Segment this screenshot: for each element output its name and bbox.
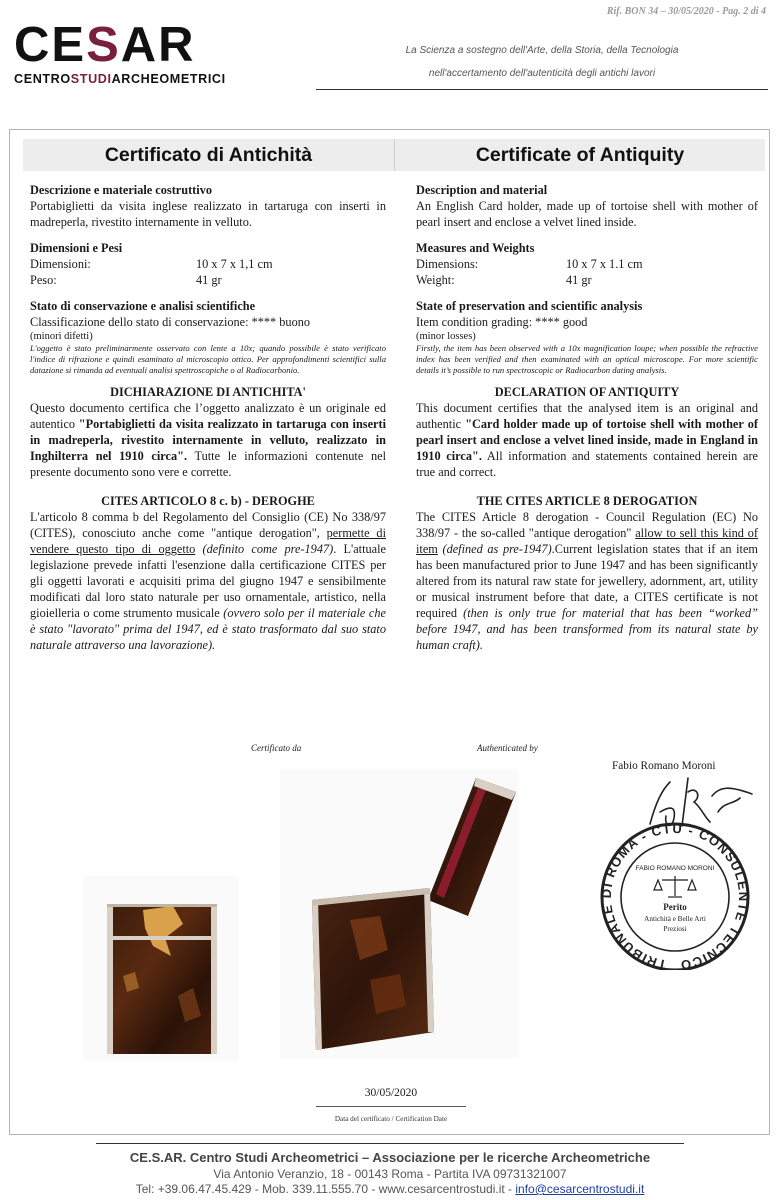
logo-wordmark: CESAR — [14, 18, 196, 72]
english-column — [416, 182, 758, 653]
stamp-field-2: Preziosi — [663, 925, 687, 933]
stamp-name: FABIO ROMANO MORONI — [635, 865, 715, 872]
tagline-line-1: La Scienza a sostegno dell'Arte, della Storia, della Tecnologia — [405, 45, 679, 56]
product-photo-open — [280, 770, 518, 1058]
description-heading: Descrizione e materiale costruttivo — [30, 183, 212, 197]
conservation-heading: State of preservation and scientific analysis — [416, 299, 643, 313]
title-english: Certificate of Antiquity — [394, 139, 765, 171]
cites-text: L'articolo 8 comma b del Regolamento del Consiglio (CE) No 338/97 (CITES), conosciuto anche come "antique derogation", permette di vendere questo tipo di oggetto (definito come pre-1947). L'attuale legislazione prevede infatti l'esenzione dalla certificazione CITES per gli oggetti lavorati e acquisiti prima del giugno 1947 e sensibilmente modificati dal loro stato naturale per uso ornamentale, artistico, nella gioielleria o come strumento musicale (ovvero solo per il materiale che è stato "lavorato" prima del 1947, ed è stato trasformato dal suo stato naturale attraverso una lavorazione). — [30, 510, 386, 653]
document-reference: Rif. BON 34 – 30/05/2020 - Pag. 2 di 4 — [606, 6, 766, 17]
logo-subtitle: CENTROSTUDIARCHEOMETRICI — [14, 72, 226, 86]
analysis-note: Firstly, the item has been observed with a 10x magnification loupe; when possible the refractive index has been verified and then examinated with an optical microscope. For more scientific details it’s possible to run spectroscopic or Radiocarbon dating analysis. — [416, 343, 758, 375]
product-photo-front — [83, 876, 239, 1061]
description-heading: Description and material — [416, 183, 548, 197]
declaration-heading: DECLARATION OF ANTIQUITY — [494, 385, 680, 400]
footer-contacts: Tel: +39.06.47.45.429 - Mob. 339.11.555.70 - www.cesarcentrostudi.it - info@cesarcentrostudi.it — [135, 1182, 645, 1196]
cesar-logo — [14, 18, 284, 86]
weight-row: Peso: 41 gr — [30, 273, 222, 287]
title-italian: Certificato di Antichità — [104, 144, 313, 166]
conservation-grade: Item condition grading: **** good — [416, 315, 588, 329]
stamp-field-1: Antichità e Belle Arti — [644, 915, 706, 923]
footer-address: Via Antonio Veranzio, 18 - 00143 Roma - Partita IVA 09731321007 — [213, 1167, 567, 1181]
signer-name: Fabio Romano Moroni — [612, 760, 716, 772]
date-divider — [316, 1106, 466, 1107]
header-divider — [316, 89, 768, 90]
certificate-date: 30/05/2020 — [364, 1087, 418, 1099]
declaration-text: Questo documento certifica che l’oggetto analizzato è un originale ed autentico "Portabiglietti da visita realizzato in tartaruga con inserti in madreperla, rivestito internamente in velluto, realizzato in Inghilterra nel 1910 circa". Tutte le informazioni contenute nel presente documento sono vere e corrette. — [30, 401, 386, 480]
analysis-note: L'oggetto è stato preliminarmente osservato con lente a 10x; quando possibile è stato verificato l'indice di rifrazione e quindi esaminato al microscopio ottico. Per approfondimenti scientifici sulla datazione si rimanda ad eventuali analisi spettroscopiche o al Radiocarbonio. — [30, 343, 386, 375]
description-text: Portabiglietti da visita inglese realizzato in tartaruga con inserti in madreperla, rivestito internamente in velluto. — [30, 199, 386, 229]
svg-text:TRIBUNALE DI ROMA - CTU - CONS: TRIBUNALE DI ROMA - CTU - CONSULENTE TECNICO — [598, 820, 752, 970]
conservation-note: (minori difetti) — [30, 331, 93, 342]
certified-by-label: Certificato da — [251, 743, 302, 753]
dimensions-row: Dimensions: 10 x 7 x 1.1 cm — [416, 257, 643, 271]
conservation-grade: Classificazione dello stato di conservazione: **** buono — [30, 315, 311, 329]
italian-column — [30, 182, 386, 653]
title-bar — [23, 139, 765, 171]
footer-divider — [96, 1143, 684, 1144]
official-stamp — [596, 820, 754, 970]
stamp-role: Perito — [663, 902, 687, 912]
dimensions-heading: Dimensioni e Pesi — [30, 241, 123, 255]
footer-organization: CE.S.AR. Centro Studi Archeometrici – Associazione per le ricerche Archeometriche — [129, 1150, 651, 1165]
declaration-heading: DICHIARAZIONE DI ANTICHITA' — [110, 385, 306, 400]
dimensions-row: Dimensioni: 10 x 7 x 1,1 cm — [30, 257, 273, 271]
certificate-date-label: Data del certificato / Certification Date — [334, 1115, 448, 1123]
declaration-text: This document certifies that the analysed item is an original and authentic "Card holder made up of tortoise shell with mother of pearl insert and enclose a velvet lined inside, made in England in 1910 circa". All information and statements contained herein are true and correct. — [416, 401, 758, 480]
cites-text: The CITES Article 8 derogation - Council Regulation (EC) No 338/97 - the so-called "antique derogation" allow to sell this kind of item (defined as pre-1947).Current legislation states that if an item has been manufactured prior to June 1947 and has been significantly altered from its natural raw state for jewellery, adornment, art, utility or musical instrument before that date, a CITES certificate is not required (then is only true for material that has been “worked” before 1947, and has been transformed from its natural state by human craft). — [416, 510, 758, 653]
description-text: An English Card holder, made up of tortoise shell with mother of pearl insert and enclose a velvet lined inside. — [416, 199, 758, 229]
weight-row: Weight: 41 gr — [416, 273, 592, 287]
cites-heading: CITES ARTICOLO 8 c. b) - DEROGHE — [101, 494, 315, 509]
conservation-note: (minor losses) — [416, 331, 476, 342]
tagline-line-2: nell'accertamento dell'autenticità degli antichi lavori — [428, 68, 656, 79]
conservation-heading: Stato di conservazione e analisi scientifiche — [30, 299, 256, 313]
cites-heading: THE CITES ARTICLE 8 DEROGATION — [476, 494, 698, 509]
authenticated-by-label: Authenticated by — [477, 743, 538, 753]
dimensions-heading: Measures and Weights — [416, 241, 535, 255]
footer-email-link[interactable]: info@cesarcentrostudi.it — [515, 1182, 645, 1196]
